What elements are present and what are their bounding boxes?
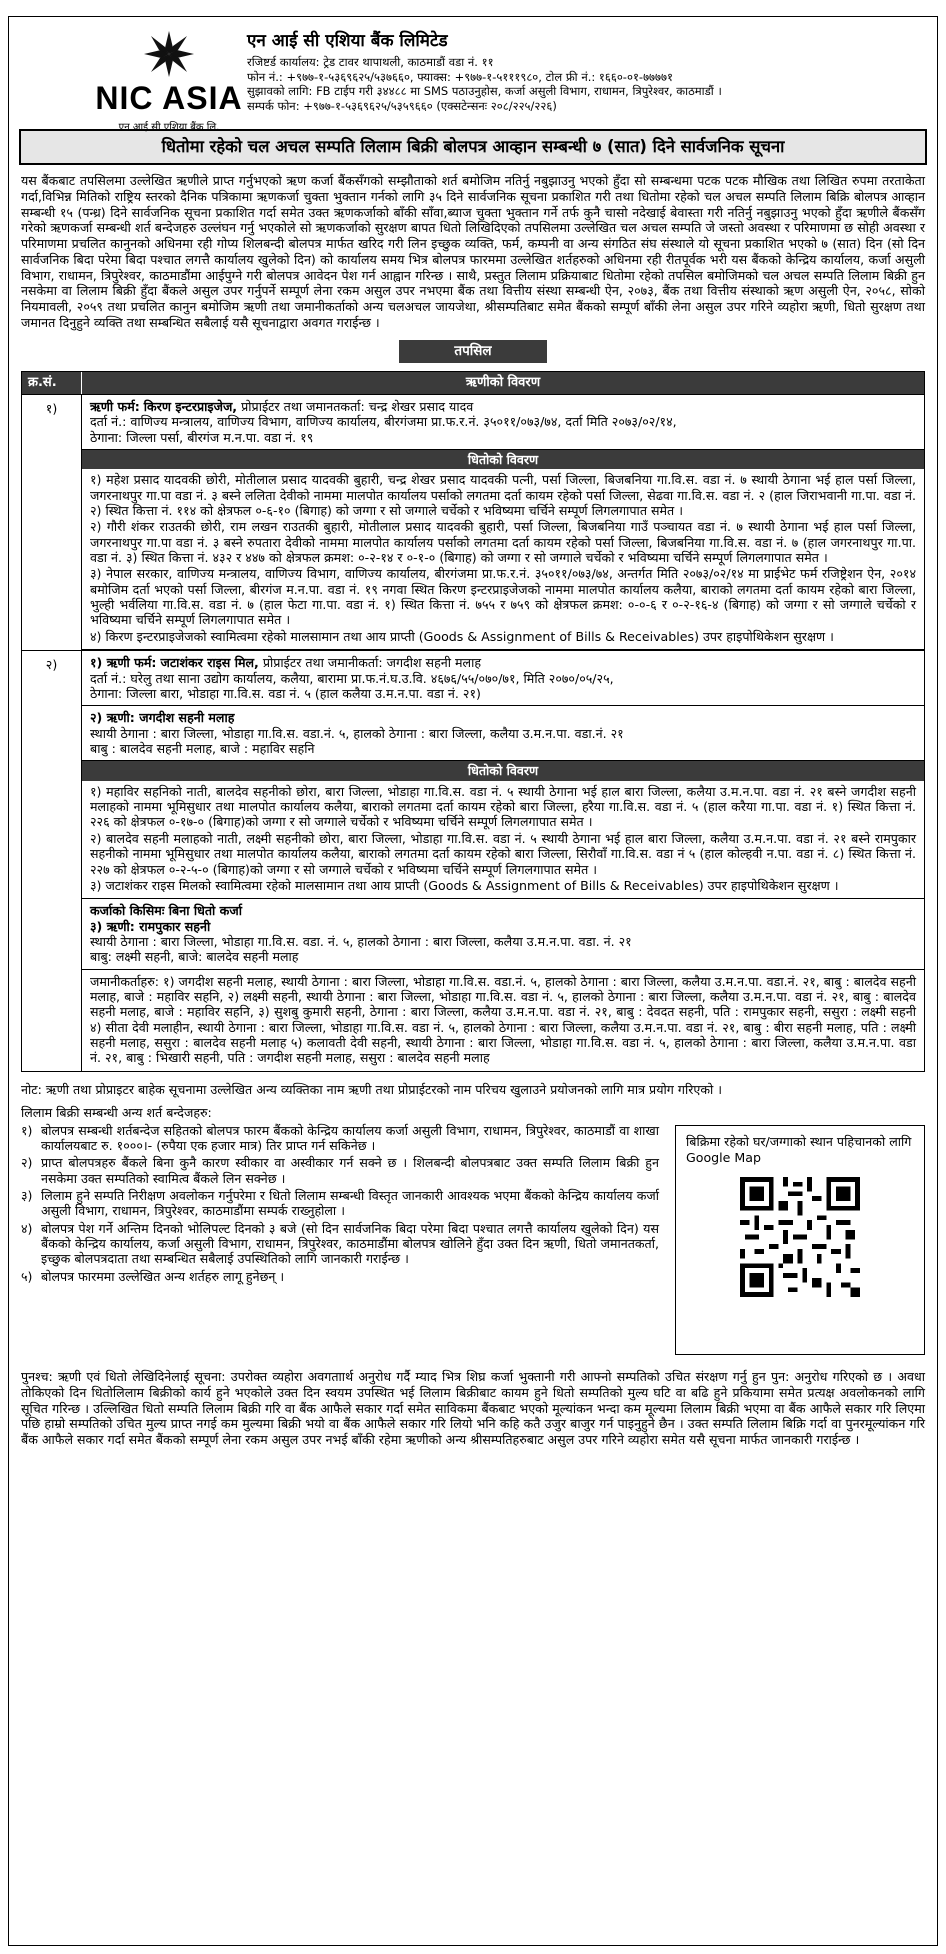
term-item (21, 1155, 659, 1186)
term-item (21, 1188, 659, 1219)
borrower-3-family: बाबु: लक्ष्मी सहनी, बाजे: बालदेव सहनी मलाह (90, 949, 299, 965)
term-number: ३) (21, 1187, 33, 1203)
col-serial: क्र.सं. (22, 372, 82, 394)
borrower-label: १) ऋणी फर्म: (90, 655, 157, 671)
row-number: २) (22, 651, 82, 1071)
term-text: बोलपत्र सम्बन्धी शर्तबन्देज सहितको बोलपत्र फारम बैंकको केन्द्रिय कार्यालय कर्जा असुली विभाग, राधामन, त्रिपुरेश्वर, काठमाडौं वा शाखा कार्यालयबाट रु. १०००।- (रुपैया एक हजार मात्र) तिर प्राप्त गर्न सकिनेछ । (41, 1122, 659, 1153)
borrower-2-address: स्थायी ठेगाना : बारा जिल्ला, भोडाहा गा.वि.स. वडा.नं. ५, हालको ठेगाना : बारा जिल्ला, कलैया उ.म.न.पा. वडा.नं. २१ (90, 725, 624, 741)
nic-asia-star-icon (144, 31, 194, 77)
borrower-table (21, 371, 925, 1072)
table-header (22, 372, 924, 394)
term-text: बोलपत्र पेश गर्ने अन्तिम दिनको भोलिपल्ट दिनको ३ बजे (सो दिन सार्वजनिक बिदा परेमा बिदा पश्चात लगत्तै कार्यालय खुलेको दिन) यस बैंकको केन्द्रिय कार्यालय, कर्जा असुली विभाग, राधामन, त्रिपुरेश्वर, काठमाडौंमा बोलपत्र खोलिने हुँदा उक्त दिन ऋणी, धितो जमानतकर्ता, इच्छुक बोलपत्रदाता तथा सम्बन्धित सबैलाई उपस्थितिको लागि जानकारी गराईन्छ । (41, 1220, 659, 1267)
list-item: ३) जटाशंकर राइस मिलको स्वामित्वमा रहेको मालसामान तथा आय प्राप्ती (Goods & Assignment of Bills & Receivables) उपर हाइपोथिकेशन सुरक्षण । (90, 877, 839, 893)
borrower-2-family: बाबु : बालदेव सहनी मलाह, बाजे : महाविर सहनि (90, 740, 315, 756)
borrower-3-address: स्थायी ठेगाना : बारा जिल्ला, भोडाहा गा.वि.स. वडा. नं. ५, हालको ठेगाना : बारा जिल्ला, कलैया उ.म.न.पा. वडा. नं. २१ (90, 933, 632, 949)
logo-wordmark: NIC ASIA (95, 80, 243, 116)
term-number: २) (21, 1155, 33, 1171)
borrower-address: ठेगाना: जिल्ला बारा, भोडाहा गा.वि.स. वडा नं. ५ (हाल कलैया उ.म.न.पा. वडा नं. २१) (90, 685, 481, 701)
table-row (22, 650, 924, 1071)
term-item (21, 1269, 659, 1284)
borrower-name: किरण इन्टरप्राइजेज, (143, 398, 238, 414)
term-text: प्राप्त बोलपत्रहरु बैंकले बिना कुनै कारण स्वीकार वा अस्वीकार गर्न सक्ने छ । शिलबन्दी बोलपत्रबाट उक्त सम्पति लिलाम बिक्री हुन नसकेमा उक्त सम्पतिको स्वामित्व बैंकले लिन सक्नेछ । (41, 1155, 659, 1186)
row-number: १) (22, 395, 82, 650)
term-text: बोलपत्र फारममा उल्लेखित अन्य शर्तहरु लागू हुनेछन् । (41, 1268, 285, 1284)
borrower-proprietor: प्रोप्राईटर तथा जमानीकर्ता: जगदीश सहनी मलाह (258, 655, 482, 671)
borrower-info (82, 651, 924, 706)
logo-subtitle: एन आई सी एशिया बैंक लि. (118, 122, 220, 134)
loan-type-label: कर्जाको किसिमः बिना धितो कर्जा (90, 903, 242, 919)
list-item: २) गौरी शंकर राउतकी छोरी, राम लखन राउतकी बुहारी, मोतीलाल प्रसाद यादवकी बुहारी, पर्सा जिल्ला, बिजबनिया गाउँ पञ्चायत वडा नं. ७ स्थायी ठेगाना भई हाल पर्सा जिल्ला, जगरनाथपुर गा.पा वडा नं. ३ बस्ने रुपतारा देवीको नाममा मालपोत कार्यालय पर्साको लगतमा दर्ता कायम रहेको पर्सा जिल्ला, बिजबनिया गा.वि.स. वडा नं. ७ (हाल जगरनाथपुर गा.पा. वडा नं. ३) स्थित कित्ता नं. ४३२ र ४४७ को क्षेत्रफल क्रमश: ०-२-१४ र ०-१-० (बिगाह) को जग्गा र सो जग्गाले चर्चेको र भविष्यमा चर्चिने सम्पूर्ण लिगलगापात समेत । (90, 519, 916, 566)
terms-section (21, 1105, 925, 1355)
complaint-line: सुझावको लागि: FB टाईप गरी ३४४८८ मा SMS पठाउनुहोस, कर्जा असुली विभाग, राधामन, त्रिपुरेश्वर, काठमाडौं । (247, 84, 722, 99)
term-text: लिलाम हुने सम्पति निरीक्षण अवलोकन गर्नुपरेमा र धितो लिलाम सम्बन्धी विस्तृत जानकारी आवश्यक भएमा बैंकको केन्द्रिय कार्यालय कर्जा असुली विभाग, राधामन, त्रिपुरेश्वर, काठमाडौंमा सम्पर्क राख्नुहोला । (41, 1187, 659, 1219)
bank-contact-info (247, 31, 937, 113)
collateral-list (82, 781, 924, 900)
borrower-3-label: ३) ऋणी: रामपुकार सहनी (90, 918, 211, 934)
list-item: १) महेश प्रसाद यादवकी छोरी, मोतीलाल प्रसाद यादवकी बुहारी, चन्द्र शेखर प्रसाद यादवकी पत्नी, पर्सा जिल्ला, बिजबनिया गा.वि.स. वडा नं. ७ स्थायी ठेगाना भई हाल पर्सा जिल्ला, जगरनाथपुर गा.पा वडा नं. ३ बस्ने ललिता देवीको नाममा मालपोत कार्यालय पर्साको लगतमा दर्ता कायम रहेको पर्सा जिल्ला, सेढवा गा.वि.स. वडा नं. २ (हाल जिराभवानी गा.पा. वडा नं. २) स्थित कित्ता नं. ११४ को क्षेत्रफल ०-६-१० (बिगाह) को जग्गा र सो जग्गाले चर्चेको र भविष्यमा चर्चिने सम्पूर्ण लिगलगापात समेत । (90, 472, 916, 518)
auction-terms (21, 1105, 675, 1355)
borrower-2-label: २) ऋणी: जगदीश सहनी मलाह (90, 710, 235, 726)
table-row (22, 394, 924, 650)
collateral-list (82, 469, 924, 650)
borrower-registration: दर्ता नं.: वाणिज्य मन्त्रालय, वाणिज्य विभाग, वाणिज्य कार्यालय, बीरगंजमा प्रा.फ.र.नं. ३५०११/०७३/७४, दर्ता मिति २०७३/०२/१४, (90, 414, 677, 430)
contact-line: सम्पर्क फोन: +९७७-१-५३६९६२५/५३५९६६० (एक्सटेन्सनः २०८/२२५/२२६) (247, 98, 557, 113)
qr-caption: बिक्रिमा रहेको घर/जग्गाको स्थान पहिचानको लागि Google Map (686, 1134, 912, 1165)
borrower-proprietor: प्रोप्राईटर तथा जमानतकर्ता: चन्द्र शेखर प्रसाद यादव (237, 398, 474, 414)
collateral-header: धितोको विवरण (82, 761, 924, 780)
terms-title: लिलाम बिक्री सम्बन्धी अन्य शर्त बन्देजहरु: (21, 1105, 212, 1121)
intro-paragraph: यस बैंकबाट तपसिलमा उल्लेखित ऋणीले प्राप्त गर्नुभएको ऋण कर्जा बैंकसँगको सम्झौताको शर्त बमोजिम नतिर्नु नबुझाउनु भएको हुँदा सो सम्बन्धमा पटक पटक मौखिक तथा लिखित रुपमा तरताकेता गर्दा,विभिन्न मितिको राष्ट्रिय स्तरको दैनिक पत्रिकामा ऋणकर्जा चुक्ता भुक्तान गर्नको लागि ३५ दिने सार्वजनिक सूचना प्रकाशित गरी तथा धितोमा रहेको चल अचल सम्पति लिलाम बिक्रि बोलपत्र आव्हान सम्बन्धी १५ (पन्ध्र) दिने सार्वजनिक सूचना प्रकाशित गर्दा समेत उक्त ऋणकर्जाको बाँकी साँवा,ब्याज चुक्ता भुक्तान गर्ने तर्फ कुनै चासो नदेखाई बेवास्ता गरी नतिर्नु नबुझाउनु भएको हुँदा ऋणीले बैंकसँग गरेको ऋणकर्जा सम्बन्धी शर्त बन्देजहरु उल्लंघन गर्नु भएकोले सो ऋणकर्जाको सुरक्षण बापत धितो लिखिदिएको तपसिलमा उल्लेखित चल अचल सम्पति जे जस्तो अवस्था र परिमाणमा छ सोही अवस्था र परिमाणमा प्रचलित कानुनको अधिनमा रही गोप्य शिलबन्दी बोलपत्र मार्फत खरिद गरी लिन इच्छुक व्यक्ति, फर्म, कम्पनी वा अन्य संगठित संघ संस्थाले यो सूचना प्रकाशित भएको ७ (सात) दिन (सो दिन सार्वजनिक बिदा परेमा बिदा पश्चात लगत्तै कार्यालय खुलेको दिन) को कार्यालय समय भित्र बोलपत्र फारममा उल्लेखित शर्तहरुको अधिनमा रही रीतपूर्वक भरी यस बैंकको केन्द्रिय कार्यालय, कर्जा असुली विभाग, राधामन, त्रिपुरेश्वर, काठमाडौंमा आईपुग्ने गरी बोलपत्र आवेदन पेश गर्न आह्वान गरिन्छ । साथै, प्रस्तुत लिलाम प्रक्रियाबाट धितोमा रहेको तपसिल बमोजिमको चल अचल सम्पति लिलाम बिक्री हुन नसकेमा वा लिलाम बिक्री हुँदा बैंकले असुल उपर गर्नुपर्ने सम्पूर्ण लेना रकम असुल उपर नभएमा बैंक तथा वित्तीय संस्था सम्बन्धी ऐन, २०७३, बैंक तथा वित्तीय संस्थाको ऋण असुली ऐन, २०५८, सोको नियमावली, २०५९ तथा प्रचलित कानुन बमोजिम ऋणी तथा जमानीकर्ताको अन्य चलअचल जायजेथा, श्रीसम्पतिबाट समेत बैंकको सम्पूर्ण बाँकी लेना असुल उपर गरिने व्यहोरा ऋणी, धितो सुरक्षण तथा जमानत दिनुहुने व्यक्ति तथा सम्बन्धित सबैलाई यसै सूचनाद्वारा अवगत गराईन्छ । (21, 173, 925, 330)
borrower-label: ऋणी फर्म: (90, 398, 140, 414)
qr-code-icon[interactable] (740, 1177, 860, 1297)
header (9, 17, 937, 134)
borrower-address: ठेगाना: जिल्ला पर्सा, बीरगंज म.न.पा. वडा नं. १९ (90, 429, 314, 445)
bank-logo (69, 31, 269, 134)
phone-line: फोन नं.: +९७७-१-५३६९६२५/५३७६६०, फ्याक्स: +९७७-१-५१११९८०, टोल फ्री नं.: १६६०-०१-७७७७१ (247, 69, 673, 84)
term-number: ५) (21, 1268, 33, 1284)
qr-box (675, 1125, 925, 1355)
borrower-info (82, 395, 924, 450)
borrower-registration: दर्ता नं.: घरेलु तथा साना उद्योग कार्यालय, कलैया, बारामा प्रा.फ.नं.घ.उ.वि. ४६७६/५५/०७०/७१, मिति २०७०/०५/२५, (90, 670, 614, 686)
guarantors-text: जमानीकर्ताहरु: १) जगदीश सहनी मलाह, स्थायी ठेगाना : बारा जिल्ला, भोडाहा गा.वि.स. वडा.नं. ५, हालको ठेगाना : बारा जिल्ला, कलैया उ.म.न.पा. वडा.नं. २१, बाबु : बालदेव सहनी मलाह, बाजे : महाविर सहनि, २) लक्ष्मी सहनी, स्थायी ठेगाना : बारा जिल्ला, भोडाहा गा.वि.स. वडा नं. ५, हालको ठेगाना : बारा जिल्ला, कलैया उ.म.न.पा. वडा नं. २१, बाबु : बालदेव सहनी मलाह, बाजे : महाविर सहनि, ३) सुशबु कुमारी सहनी, ठेगाना : बारा जिल्ला, कलैया उ.म.न.पा. वडा नं. २१, बाबु : देवदत सहनी, पति : रामपुकार सहनी, ससुरा : लक्ष्मी सहनी ४) सीता देवी मलाहीन, स्थायी ठेगाना : बारा जिल्ला, भोडाहा गा.वि.स. वडा नं. ५, हालको ठेगाना : बारा जिल्ला, कलैया उ.म.न.पा. वडा नं. २१, बाबु : बीरा सहनी मलाह, पति : लक्ष्मी सहनी मलाह, ससुरा : बालदेव सहनी मलाह ५) कलावती देवी सहनी, स्थायी ठेगाना : बारा जिल्ला, भोडाहा गा.वि.स. वडा नं. ५, हालको ठेगाना : बारा जिल्ला, कलैया उ.म.न.पा. वडा नं. २१, बाबु : भिखारी सहनी, पति : जगदीश सहनी मलाह, ससुरा : बालदेव सहनी मलाह (90, 973, 916, 1066)
term-item (21, 1221, 659, 1267)
col-borrower-detail: ऋणीको विवरण (465, 374, 541, 390)
guarantors-info (82, 970, 924, 1071)
collateral-header: धितोको विवरण (82, 450, 924, 469)
list-item: ४) किरण इन्टरप्राइजेजको स्वामित्वमा रहेको मालसामान तथा आय प्राप्ती (Goods & Assignment of Bills & Receivables) उपर हाइपोथिकेशन सुरक्षण । (90, 628, 834, 644)
postscript: पुनश्च: ऋणी एवं धितो लेखिदिनेलाई सूचना: उपरोक्त व्यहोरा अवगताार्थ अनुरोध गर्दै म्याद भित्र शिघ्र कर्जा भुक्तानी गरी आफ्नो सम्पतिको उचित संरक्षण गर्नु हुन पुन: अनुरोध गरिएको छ । अवधा तोकिएको दिन धितोलिलाम बिक्रीको कार्य हुने भएकोले उक्त दिन स्वयम उपस्थित भई लिलाम बिक्रीबाट कायम हुने धितो सम्पतिको मुल्य घटि वा बढि हुने प्रकियामा समेत प्रत्यक्ष अवलोकनको लागि सूचित गरिन्छ । उल्लिखित धितो सम्पति लिलाम बिक्री गरि वा बैंक आफैले सकार गर्दा समेत साविकमा बैंकबाट भएको मूल्यांकन भन्दा कम मूल्यमा लिलाम बिक्री भएमा वा बैंक आफैले सकार गरि लिएमा पछि हाम्रो सम्पतिको उचित मुल्य प्राप्त नगई कम मुल्यमा बिक्री भयो वा बैंक आफैले सकार गरि लियो भनि कहि कतै उजुर बाजुर गर्न पाइनुहुने छैन । उक्त सम्पति लिलाम बिक्रि गर्दा वा पुनरमूल्यांकन गरि बैंक आफैले सकार गर्दा समेत बैंकको सम्पूर्ण लेना रकम असुल उपर नभई बाँकी रहेमा ऋणीको अन्य श्रीसम्पतिहरुबाट असुल उपर गरिने व्यहोरा समेत यसै सूचना मार्फत जानकारी गराईन्छ । (21, 1369, 925, 1448)
borrower-2-info (82, 706, 924, 761)
term-number: १) (21, 1122, 33, 1138)
bank-name: एन आई सी एशिया बैंक लिमिटेड (247, 31, 448, 51)
registered-office: रजिष्टर्ड कार्यालय: ट्रेड टावर थापाथली, काठमाडौं वडा नं. ११ (247, 55, 494, 70)
notice-page (8, 16, 938, 1946)
borrower-name: जटाशंकर राइस मिल, (160, 655, 259, 671)
notice-title: धितोमा रहेको चल अचल सम्पति लिलाम बिक्री बोलपत्र आव्हान सम्बन्धी ७ (सात) दिने सार्वजनिक सूचना (19, 129, 927, 165)
list-item: २) बालदेव सहनी मलाहको नाती, लक्ष्मी सहनीको छोरा, बारा जिल्ला, भोडाहा गा.वि.स. वडा नं. ५ स्थायी ठेगाना भई हाल बारा जिल्ला, कलैया उ.म.न.पा. वडा नं. २१ बस्ने रामपुकार सहनीको नाममा भूमिसुधार तथा मालपोत कार्यालय कलैया, बाराको लगतमा दर्ता कायम रहेको बारा जिल्ला, सिरौवाँ गा.वि.स. वडा नं ५ (हाल कोल्हवी न.पा. वडा नं. ८) स्थित कित्ता नं. २२७ को क्षेत्रफल ०-२-५-० (बिगाह)को जग्गा र सो जग्गाले चर्चेको र भविष्यमा चर्चिने सम्पूर्ण लिगलगापात समेत । (90, 830, 916, 877)
term-item (21, 1123, 659, 1154)
note-text: नोट: ऋणी तथा प्रोप्राइटर बाहेक सूचनामा उल्लेखित अन्य व्यक्तिका नाम ऋणी तथा प्रोप्राईटरको नाम परिचय खुलाउने प्रयोजनको लागि मात्र प्रयोग गरिएको । (21, 1081, 723, 1097)
list-item: ३) नेपाल सरकार, वाणिज्य मन्त्रालय, वाणिज्य विभाग, वाणिज्य कार्यालय, बीरगंजमा प्रा.फ.र.नं. ३५०११/०७३/७४, अन्तर्गत मिति २०७३/०२/१४ मा प्राईभेट फर्म रजिष्ट्रेशन ऐन, २०१४ बमोजिम दर्ता भएको पर्सा जिल्ला, बीरगंज म.न.पा. वडा नं. १९ नगवा स्थित किरण इन्टरप्राइजेजको नाममा मालपोत कार्यालय कलैया, बाराको लगतमा दर्ता कायम रहेको बारा जिल्ला, भुल्ही भर्वलिया गा.वि.स. वडा नं. ७ (हाल फेटा गा.पा. वडा नं. १) स्थित कित्ता नं. ७५५ र ७५९ को क्षेत्रफल क्रमश: ०-०-६ र ०-२-१६-४ (बिगाह) को जग्गा र सो जग्गाले चर्चेको र भविष्यमा चर्चिने सम्पूर्ण लिगलगापात समेत । (90, 566, 916, 628)
unsecured-borrower-info (82, 899, 924, 969)
tapsil-label: तपसिल (399, 340, 546, 362)
term-number: ४) (21, 1220, 33, 1236)
list-item: १) महाविर सहनिको नाती, बालदेव सहनीको छोरा, बारा जिल्ला, भोडाहा गा.वि.स. वडा नं. ५ स्थायी ठेगाना भई हाल बारा जिल्ला, कलैया उ.म.न.पा. वडा नं. २१ बस्ने जगदीश सहनी मलाहको नाममा भूमिसुधार तथा मालपोत कार्यालय कलैया, बाराको लगतमा दर्ता कायम रहेको बारा जिल्ला, हरैया गा.वि.स. वडा नं. ५ (हाल करैया गा.पा. वडा नं. १) स्थित कित्ता नं. २२६ को क्षेत्रफल ०-१७-० (बिगाह)को जग्गा र सो जग्गाले चर्चेको र भविष्यमा चर्चिने सम्पूर्ण लिगलगापात समेत । (90, 783, 916, 830)
